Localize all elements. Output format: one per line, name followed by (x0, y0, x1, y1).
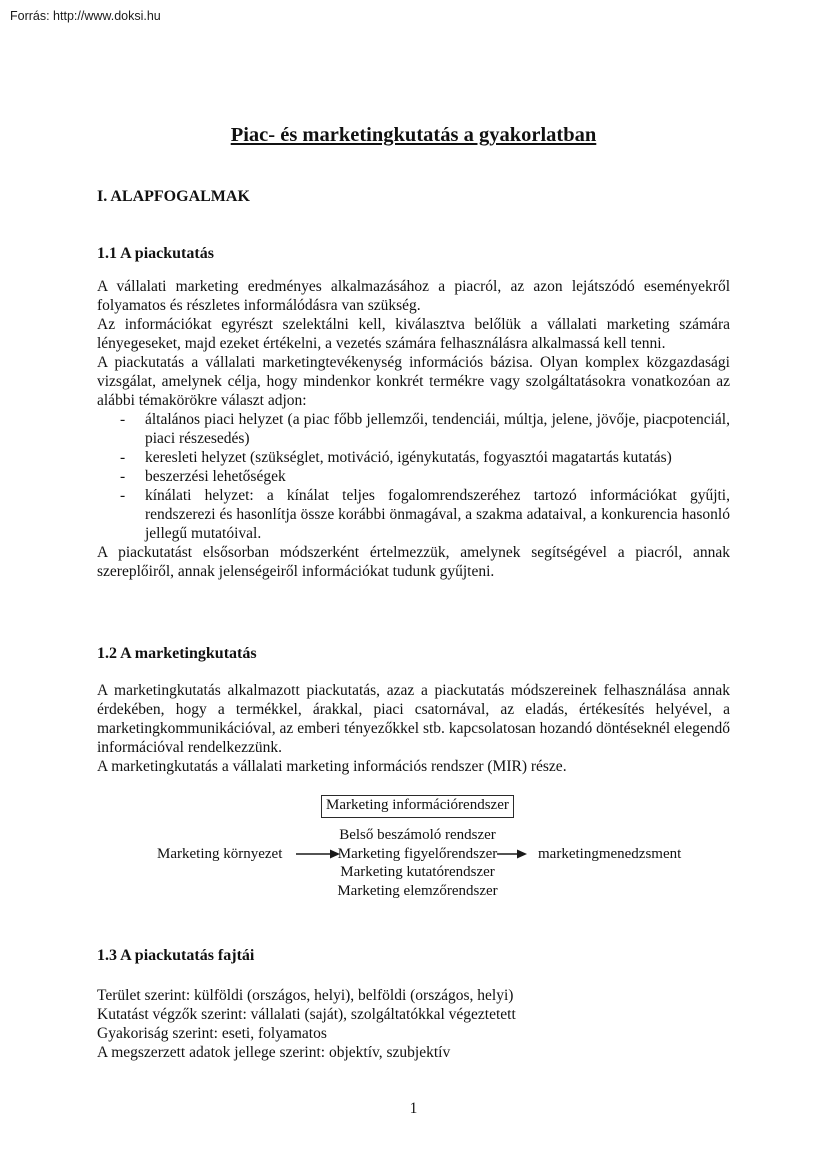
arrow-right-icon (497, 849, 527, 859)
section-heading-1-3: 1.3 A piackutatás fajtái (97, 947, 255, 964)
list-item-text: általános piaci helyzet (a piac főbb jellemzői, tendenciái, múltja, jelene, jövője, piacpotenciál, piaci részesedés) (145, 411, 730, 447)
list-item-text: kínálati helyzet: a kínálat teljes fogalomrendszeréhez tartozó információkat gyűjti, rendszerezi és hasonlítja össze korábbi önmagával, a szakma adataival, a konkurencia hasonló jellegű mutatóival. (145, 487, 730, 542)
classification-line: A megszerzett adatok jellege szerint: objektív, szubjektív (97, 1044, 451, 1061)
list-item (97, 448, 730, 467)
bullet-dash: - (120, 487, 126, 504)
paragraph: A vállalati marketing eredményes alkalmazásához a piacról, az azon lejátszódó eseményekről folyamatos és részletes informálódásra van szükség. (97, 278, 730, 314)
section-1-3-body (97, 986, 730, 1062)
diagram-right-label: marketingmenedzsment (538, 846, 682, 862)
document-title: Piac- és marketingkutatás a gyakorlatban (230, 124, 597, 146)
list-item-text: keresleti helyzet (szükséglet, motiváció, igénykutatás, fogyasztói magatartás kutatás) (145, 449, 672, 466)
classification-line: Terület szerint: külföldi (országos, helyi), belföldi (országos, helyi) (97, 987, 514, 1004)
diagram-system-line: Belső beszámoló rendszer (339, 827, 496, 843)
section-heading-1-2: 1.2 A marketingkutatás (97, 645, 257, 662)
bullet-dash: - (120, 411, 126, 428)
diagram-system-line: Marketing elemzőrendszer (337, 882, 498, 899)
diagram-box-label: Marketing információrendszer (321, 795, 514, 818)
paragraph: A marketingkutatás alkalmazott piackutatás, azaz a piackutatás módszereinek felhasználása annak érdekében, hogy a termékkel, árakkal, piaci csatornával, az eladás, értékesítés helyével, a marketingkommunikációval, az emberi tényezőkkel stb. kapcsolatosan hozandó döntéseknél elegendő információval rendelkezzünk. (97, 682, 730, 756)
diagram-system-list (330, 826, 505, 900)
paragraph: Az információkat egyrészt szelektálni kell, kiválasztva belőlük a vállalati marketing számára lényegeseket, majd ezeket értékelni, a vezetés számára felhasználásra alkalmassá kell tenni. (97, 316, 730, 352)
paragraph: A piackutatást elsősorban módszerként értelmezzük, amelynek segítségével a piacról, annak szereplőiről, annak jelenségeiről információkat tudunk gyűjteni. (97, 544, 730, 580)
section-1-1-body (97, 277, 730, 581)
source-url-line: Forrás: http://www.doksi.hu (10, 9, 161, 23)
bullet-dash: - (120, 468, 126, 485)
bullet-dash: - (120, 449, 126, 466)
diagram-system-line: Marketing kutatórendszer (340, 864, 495, 880)
diagram-system-line: Marketing figyelőrendszer (337, 845, 498, 862)
paragraph: A marketingkutatás a vállalati marketing információs rendszer (MIR) része. (97, 758, 567, 775)
classification-line: Gyakoriság szerint: eseti, folyamatos (97, 1025, 327, 1042)
list-item (97, 486, 730, 543)
paragraph: A piackutatás a vállalati marketingtevékenység információs bázisa. Olyan komplex közgazdasági vizsgálat, amelynek célja, hogy mindenkor konkrét termékre vagy szolgáltatásokra vonatkozóan az alábbi témakörökre választ adjon: (97, 354, 730, 409)
list-item-text: beszerzési lehetőségek (145, 468, 286, 485)
section-heading-alapfogalmak: I. ALAPFOGALMAK (97, 188, 250, 205)
list-item (97, 467, 730, 486)
classification-line: Kutatást végzők szerint: vállalati (saját), szolgáltatókkal végeztetett (97, 1006, 516, 1023)
section-heading-1-1: 1.1 A piackutatás (97, 245, 214, 262)
diagram-left-label: Marketing környezet (157, 846, 283, 862)
section-1-2-body (97, 681, 730, 776)
list-item (97, 410, 730, 448)
page-number: 1 (409, 1100, 418, 1117)
